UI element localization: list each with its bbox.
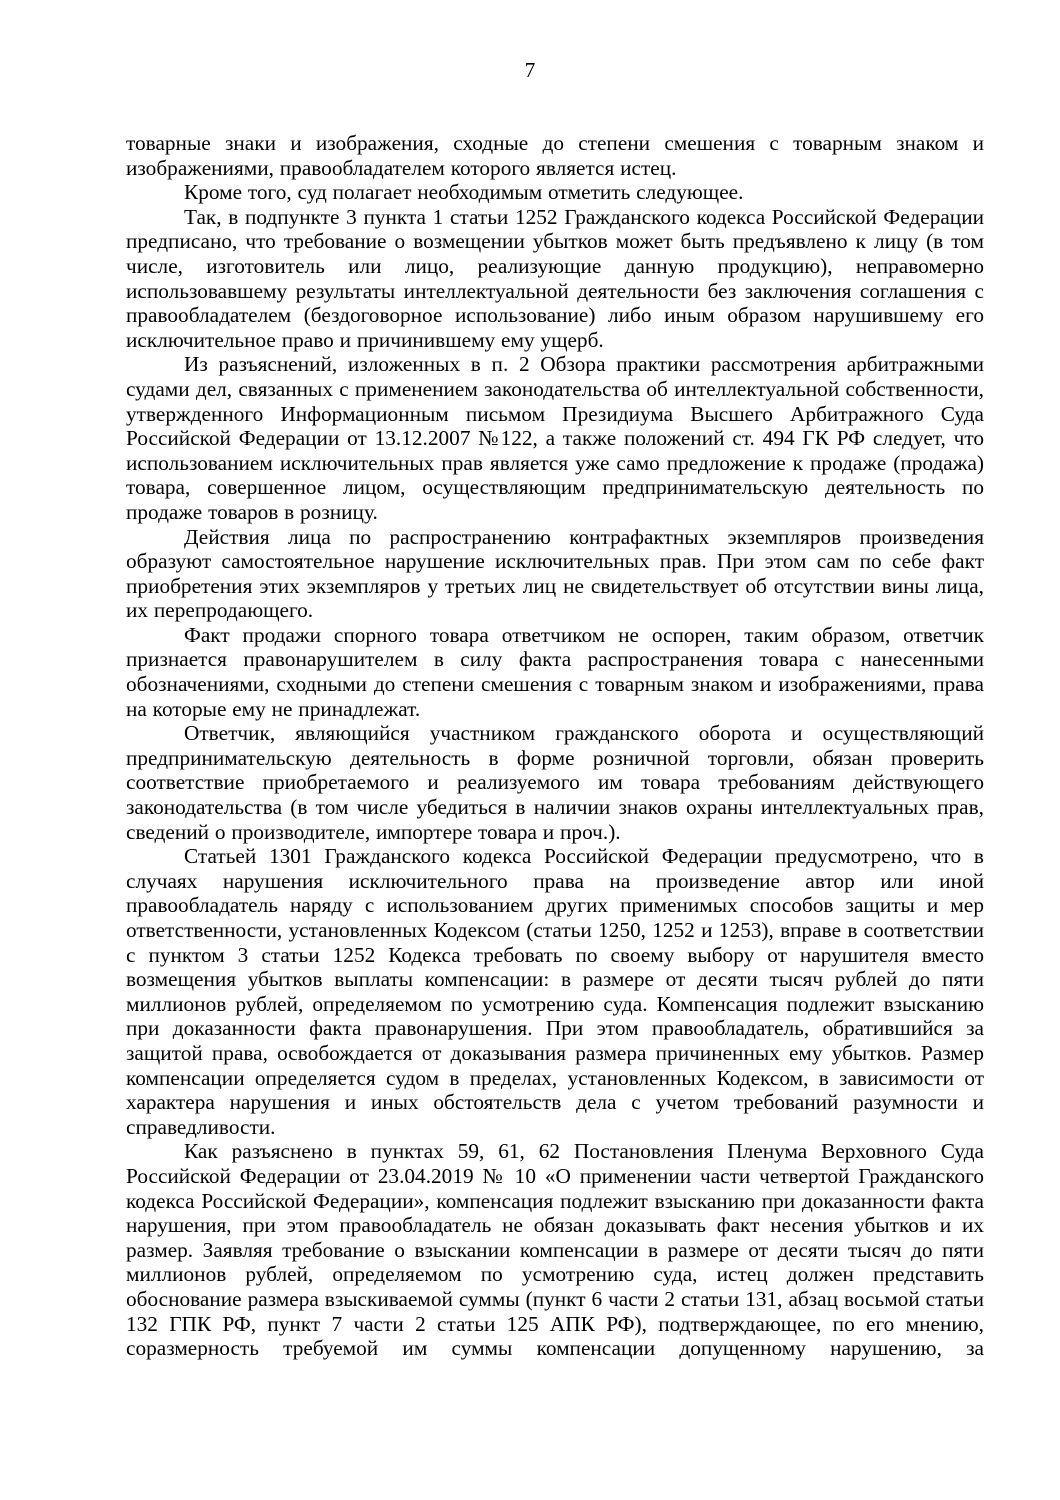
paragraph: Так, в подпункте 3 пункта 1 статьи 1252 Гражданского кодекса Российской Федерации предписано, что требование о возмещении убытков может быть предъявлено к лицу (в том числе, изготовитель или лицо, реализующие данную продукцию), неправомерно использовавшему результаты интеллектуальной деятельности без заключения соглашения с правообладателем (бездоговорное использование) либо иным образом нарушившему его исключительное право и причинившему ему ущерб. xyxy=(126,204,984,352)
paragraph: Действия лица по распространению контрафактных экземпляров произведения образуют самостоятельное нарушение исключительных прав. При этом сам по себе факт приобретения этих экземпляров у третьих лиц не свидетельствует об отсутствии вины лица, их перепродающего. xyxy=(126,524,984,623)
paragraph: Факт продажи спорного товара ответчиком не оспорен, таким образом, ответчик признается правонарушителем в силу факта распространения товара с нанесенными обозначениями, сходными до степени смешения с товарным знаком и изображениями, права на которые ему не принадлежат. xyxy=(126,622,984,721)
paragraph: товарные знаки и изображения, сходные до степени смешения с товарным знаком и изображениями, правообладателем которого является истец. xyxy=(126,131,984,180)
paragraph: Статьей 1301 Гражданского кодекса Российской Федерации предусмотрено, что в случаях нарушения исключительного права на произведение автор или иной правообладатель наряду с использованием других применимых способов защиты и мер ответственности, установленных Кодексом (статьи 1250, 1252 и 1253), вправе в соответствии с пунктом 3 статьи 1252 Кодекса требовать по своему выбору от нарушителя вместо возмещения убытков выплаты компенсации: в размере от десяти тысяч рублей до пяти миллионов рублей, определяемом по усмотрению суда. Компенсация подлежит взысканию при доказанности факта правонарушения. При этом правообладатель, обратившийся за защитой права, освобождается от доказывания размера причиненных ему убытков. Размер компенсации определяется судом в пределах, установленных Кодексом, в зависимости от характера нарушения и иных обстоятельств дела с учетом требований разумности и справедливости. xyxy=(126,844,984,1139)
page-number: 7 xyxy=(524,58,536,82)
document-body xyxy=(126,131,984,1361)
paragraph: Из разъяснений, изложенных в п. 2 Обзора практики рассмотрения арбитражными судами дел, связанных с применением законодательства об интеллектуальной собственности, утвержденного Информационным письмом Президиума Высшего Арбитражного Суда Российской Федерации от 13.12.2007 №122, а также положений ст. 494 ГК РФ следует, что использованием исключительных прав является уже само предложение к продаже (продажа) товара, совершенное лицом, осуществляющим предпринимательскую деятельность по продаже товаров в розницу. xyxy=(126,352,984,524)
paragraph: Как разъяснено в пунктах 59, 61, 62 Постановления Пленума Верховного Суда Российской Федерации от 23.04.2019 № 10 «О применении части четвертой Гражданского кодекса Российской Федерации», компенсация подлежит взысканию при доказанности факта нарушения, при этом правообладатель не обязан доказывать факт несения убытков и их размер. Заявляя требование о взыскании компенсации в размере от десяти тысяч до пяти миллионов рублей, определяемом по усмотрению суда, истец должен представить обоснование размера взыскиваемой суммы (пункт 6 части 2 статьи 131, абзац восьмой статьи 132 ГПК РФ, пункт 7 части 2 статьи 125 АПК РФ), подтверждающее, по его мнению, соразмерность требуемой им суммы компенсации допущенному нарушению, за xyxy=(126,1139,984,1361)
paragraph: Ответчик, являющийся участником гражданского оборота и осуществляющий предпринимательскую деятельность в форме розничной торговли, обязан проверить соответствие приобретаемого и реализуемого им товара требованиям действующего законодательства (в том числе убедиться в наличии знаков охраны интеллектуальных прав, сведений о производителе, импортере товара и проч.). xyxy=(126,721,984,844)
paragraph: Кроме того, суд полагает необходимым отметить следующее. xyxy=(184,180,744,205)
